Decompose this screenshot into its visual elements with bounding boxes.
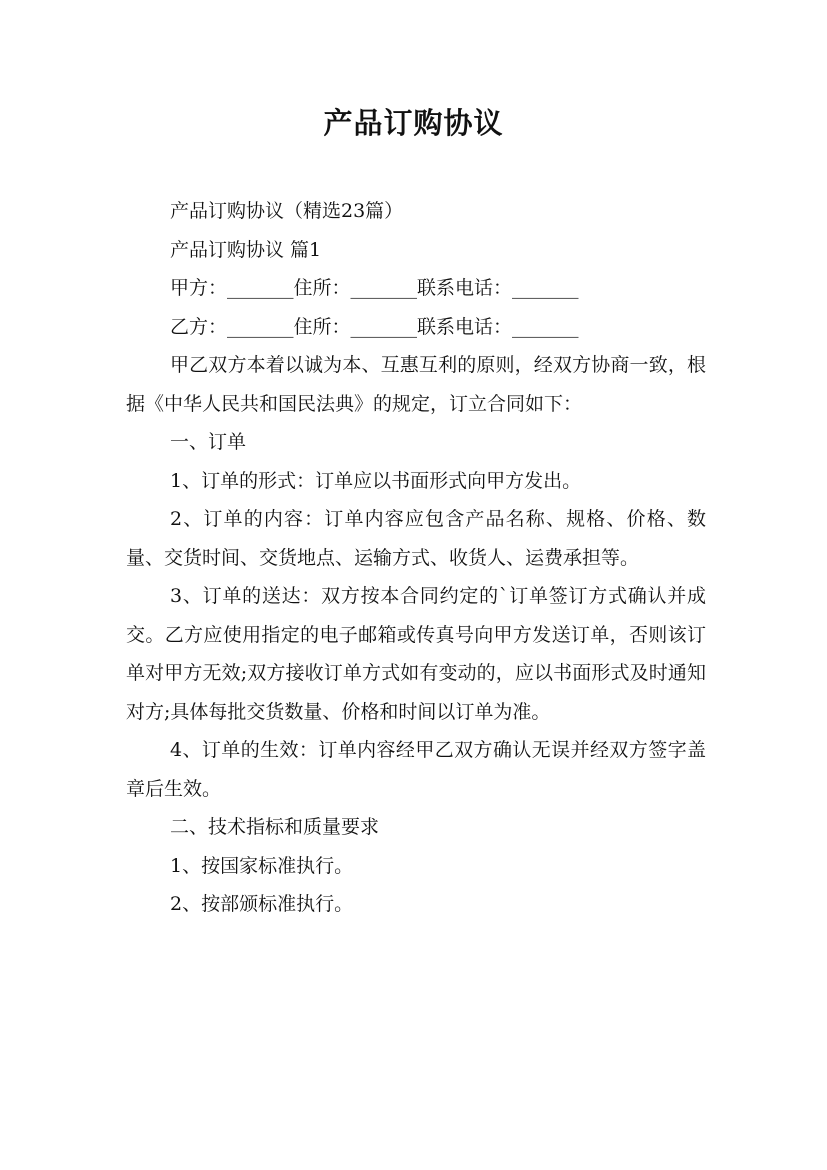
paragraph-subtitle: 产品订购协议（精选23篇） <box>170 200 404 222</box>
paragraph-party-a: 甲方：_______住所：_______联系电话：_______ <box>170 277 579 299</box>
paragraph-heading-orders: 一、订单 <box>170 431 247 453</box>
paragraph-heading-quality: 二、技术指标和质量要求 <box>170 816 380 838</box>
document-title: 产品订购协议 <box>323 106 504 140</box>
paragraph-section-heading: 产品订购协议 篇1 <box>170 238 322 261</box>
document-body <box>126 192 706 924</box>
paragraph-order-content: 2、订单的内容：订单内容应包含产品名称、规格、价格、数量、交货时间、交货地点、运输方式、收货人、运费承担等。 <box>126 508 706 569</box>
paragraph-ministry-standard: 2、按部颁标准执行。 <box>170 893 354 915</box>
paragraph-order-delivery: 3、订单的送达：双方按本合同约定的`订单签订方式确认并成交。乙方应使用指定的电子邮箱或传真号向甲方发送订单，否则该订单对甲方无效;双方接收订单方式如有变动的，应以书面形式及时通知对方;具体每批交货数量、价格和时间以订单为准。 <box>126 585 706 723</box>
paragraph-national-standard: 1、按国家标准执行。 <box>170 854 354 877</box>
paragraph-order-form: 1、订单的形式：订单应以书面形式向甲方发出。 <box>170 469 582 492</box>
paragraph-order-effect: 4、订单的生效：订单内容经甲乙双方确认无误并经双方签字盖章后生效。 <box>126 739 706 800</box>
paragraph-preamble: 甲乙双方本着以诚为本、互惠互利的原则，经双方协商一致，根据《中华人民共和国民法典》的规定，订立合同如下： <box>126 354 706 415</box>
paragraph-party-b: 乙方：_______住所：_______联系电话：_______ <box>170 315 579 338</box>
